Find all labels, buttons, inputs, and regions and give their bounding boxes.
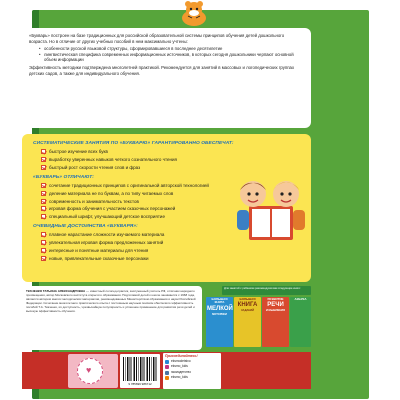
ok-icon (165, 376, 169, 380)
author-text: — известный логопед-практик, заслуженный учитель РФ, отличник народного просвещения, автор Московского института открытого образования. Подготовкой детей к школе занимается с 1968 года, является автором многих методических материалов, рекомендованных Министерством образования и науки Российской Федерации. Сочетание многолетнего практического опыта с постоянным научным поиском обеспечило эффективность пособий Т.А. Ткаченко, их доступность, чрезвычайную популярность и успешное применение для развития речи детей и высокую эффективность обучения. (26, 289, 196, 313)
book-title-line: БОЛЬШАЯ КНИГА (211, 297, 228, 305)
book-title-line: БОЛЬШАЯ (239, 297, 256, 301)
book-thumbnail[interactable] (290, 297, 311, 347)
social-link-text: эксмодетство (171, 369, 191, 374)
author-name: ТКАЧЕНКО ТАТЬЯНА АЛЕКСАНДРОВНА (26, 289, 86, 293)
section-title: СИСТЕМАТИЧЕСКИЕ ЗАНЯТИЯ ПО «БУКВАРЮ» ГАРАНТИРОВАННО ОБЕСПЕЧАТ: (33, 141, 234, 146)
list-item-text: увлекательная игровая форма предложенных занятий (49, 240, 164, 246)
checkbox-icon (41, 248, 46, 253)
list-item-text: деление материала не по буквам, а по типу читаемых слов (49, 190, 174, 196)
barcode-number: 9 785699 986712 (128, 382, 152, 386)
list-item (41, 255, 304, 263)
heart-icon: ♥ (86, 365, 92, 375)
barcode (120, 354, 160, 388)
list-item-text: современность и занимательность текстов (49, 198, 139, 204)
social-links (163, 353, 221, 389)
checkbox-icon (41, 214, 46, 219)
checkbox-icon (41, 157, 46, 162)
quality-badge (68, 354, 118, 388)
barcode-bars (123, 357, 157, 381)
recommended-books (206, 286, 311, 350)
book-title-main: РЕЧИ (267, 302, 284, 309)
site-icon (165, 360, 169, 364)
checkbox-icon (41, 165, 46, 170)
checkbox-icon (41, 199, 46, 204)
section-title: ОЧЕВИДНЫЕ ДОСТОИНСТВА «БУКВАРЯ»: (33, 224, 138, 230)
tiger-icon (178, 0, 210, 27)
social-link-text: eksmo_kids (171, 375, 188, 380)
instagram-icon (165, 365, 169, 369)
intro-bullet: • особенности русской языковой структуры, сформировавшиеся в последнее десятилетие (39, 46, 304, 52)
kids-reading-illustration (231, 176, 309, 244)
list-item-text: специальный шрифт, улучшающий детское восприятие (49, 214, 165, 220)
intro-paragraph-1: «Букварь» построен на базе традиционных для российской образовательной системы принципов обучения детей дошкольного возраста. Но в отличие от других учебных пособий в нем максимально учтены: (29, 33, 285, 44)
checkbox-icon (41, 149, 46, 154)
section-list (41, 148, 304, 172)
book-title-line: РАЗВИТИЕ (267, 297, 284, 301)
book-title-main: МЕЛКОЙ (207, 305, 233, 312)
book-thumbnail[interactable] (234, 297, 261, 347)
intro-bullets (39, 46, 304, 63)
list-item-text: игровая форма обучения с участием сказочных персонажей (49, 206, 176, 212)
checkbox-icon (41, 191, 46, 196)
list-item-text: интересные и понятные материалы для чтения (49, 248, 149, 254)
book-thumbnail[interactable] (206, 297, 233, 347)
section-title: «БУКВАРЬ» ОТЛИЧАЮТ: (33, 174, 94, 180)
list-item-text: плавное нарастание сложности изучаемого материала (49, 232, 165, 238)
list-item-text: новые, привлекательные сказочные персонажи (49, 255, 149, 261)
vk-icon (165, 371, 169, 375)
list-item (41, 164, 304, 172)
list-item (41, 247, 304, 255)
book-title-sub: МОТОРИКИ (212, 312, 227, 316)
list-item (41, 156, 304, 164)
author-bio (22, 286, 202, 350)
checkbox-icon (41, 183, 46, 188)
social-heading: Присоединяйтесь! (165, 354, 198, 358)
book-title-sub: И МЫШЛЕНИЯ (265, 309, 286, 313)
social-link-text: eksmo_kids (171, 364, 188, 369)
checkbox-icon (41, 240, 46, 245)
list-item-text: сочетание традиционных принципов с оригинальной авторской технологией (49, 182, 209, 188)
list-item (41, 148, 304, 156)
list-item-text: быстрое изучение всех букв (49, 149, 108, 154)
book-thumbnail[interactable] (262, 297, 289, 347)
checkbox-icon (41, 256, 46, 261)
recommended-note: Для занятий с ребенком рекомендуем вам следующие книги: (222, 286, 311, 295)
book-title-main: КНИГА (237, 302, 258, 309)
intro-panel (22, 28, 311, 128)
intro-bullet: • лингвистическая специфика современных информационных источников, в которых сегодня дошкольники черпают основной объем информации (39, 52, 304, 63)
social-link[interactable] (165, 375, 219, 380)
list-item-text: выработку уверенных навыков четкого сознательного чтения (49, 156, 177, 162)
social-link-text: eksmodetstvo (171, 359, 191, 363)
book-title-sub: ЗАДАНИЙ (241, 309, 254, 313)
book-title-line: АЗБУКА (294, 297, 307, 301)
intro-paragraph-2: Эффективность методики подтверждена многолетней практикой. Рекомендуется для занятий в массовых и логопедических группах детских садов, а также для индивидуального обучения. (29, 65, 295, 76)
checkbox-icon (41, 232, 46, 237)
list-item-text: быстрый рост скорости чтения слов и фраз (49, 164, 141, 170)
checkbox-icon (41, 206, 46, 211)
